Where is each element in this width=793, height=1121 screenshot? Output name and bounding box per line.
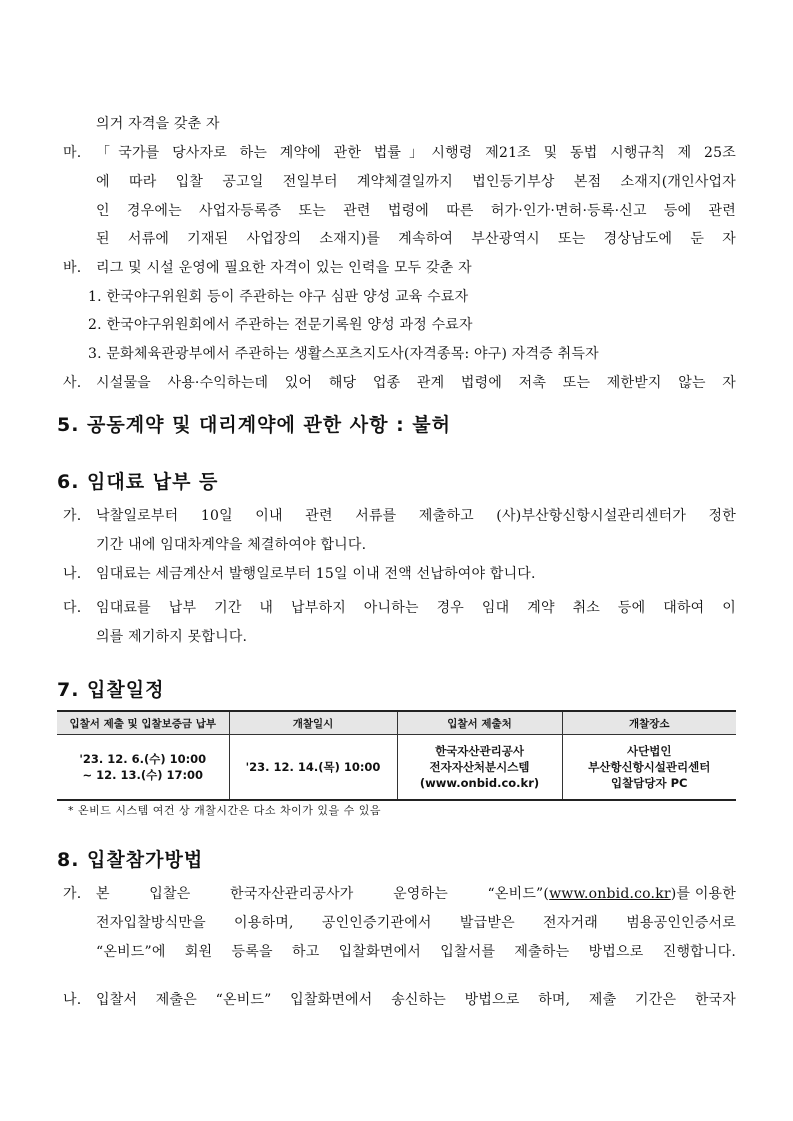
place-line: 부산항신항시설관리센터	[588, 760, 711, 774]
section-8-heading: 8. 입찰참가방법	[57, 849, 204, 871]
submit-to-cell	[397, 735, 562, 801]
item-ba-sub: 2. 한국야구위원회에서 주관하는 전문기록원 양성 과정 수료자	[88, 317, 473, 333]
submit-to-line: 한국자산관리공사	[435, 744, 524, 758]
item-ma-line: 에 따라 입찰 공고일 전일부터 계약체결일까지 법인등기부상 본점 소재지(개인사업자	[96, 174, 736, 190]
item-ma-line: 「국가를 당사자로 하는 계약에 관한 법률」시행령 제21조 및 동법 시행규칙 제 25조	[96, 145, 736, 161]
schedule-note: * 온비드 시스템 여건 상 개찰시간은 다소 차이가 있을 수 있음	[68, 804, 381, 817]
item-ma-line: 인 경우에는 사업자등록증 또는 관련 법령에 따른 허가·인가·면허·등록·신고 등에 관련	[96, 203, 736, 219]
item-line: 낙찰일로부터 10일 이내 관련 서류를 제출하고 (사)부산항신항시설관리센터가 정한	[96, 508, 736, 524]
column-header: 개찰일시	[229, 711, 397, 735]
item-ga-text-tail: )를 이용한	[670, 886, 736, 902]
section-6-heading: 6. 임대료 납부 등	[57, 471, 219, 493]
column-header: 입찰서 제출 및 입찰보증금 납부	[57, 711, 229, 735]
section-7-heading: 7. 입찰일정	[57, 679, 165, 701]
continuation-line: 의거 자격을 갖춘 자	[96, 116, 220, 132]
bid-schedule-table	[57, 710, 736, 801]
submission-end: ~ 12. 13.(수) 17:00	[82, 768, 204, 782]
submit-to-line: 전자자산처분시스템	[429, 760, 530, 774]
item-line: 임대료는 세금계산서 발행일로부터 15일 이내 전액 선납하여야 합니다.	[96, 566, 536, 582]
item-sa-marker: 사.	[63, 375, 82, 391]
column-header: 입찰서 제출처	[397, 711, 562, 735]
item-marker: 나.	[63, 566, 82, 582]
onbid-link[interactable]: www.onbid.co.kr	[549, 886, 671, 902]
item-sa-line: 시설물을 사용·수익하는데 있어 해당 업종 관계 법령에 저촉 또는 제한받지 않는 자	[96, 375, 736, 391]
item-ba-marker: 바.	[63, 260, 82, 276]
item-marker: 가.	[63, 508, 82, 524]
item-line: 임대료를 납부 기간 내 납부하지 아니하는 경우 임대 계약 취소 등에 대하여 이	[96, 600, 736, 616]
table-header-row	[57, 711, 736, 735]
submit-to-line: (www.onbid.co.kr)	[419, 776, 540, 790]
item-marker: 가.	[63, 886, 82, 902]
item-line: 의를 제기하지 못합니다.	[96, 629, 248, 645]
item-ba-sub: 3. 문화체육관광부에서 주관하는 생활스포츠지도사(자격종목: 야구) 자격증 취득자	[88, 346, 599, 362]
item-ga-text: 본 입찰은 한국자산관리공사가 운영하는 “온비드”(	[96, 886, 550, 902]
submission-period-cell	[57, 735, 229, 801]
item-ba-line: 리그 및 시설 운영에 필요한 자격이 있는 인력을 모두 갖춘 자	[96, 260, 472, 276]
opening-datetime: '23. 12. 14.(목) 10:00	[245, 760, 381, 774]
place-line: 입찰담당자 PC	[611, 776, 688, 790]
submission-start: '23. 12. 6.(수) 10:00	[79, 752, 207, 766]
item-ga-line2: 전자입찰방식만을 이용하며, 공인인증기관에서 발급받은 전자거래 범용공인인증서로	[96, 915, 736, 931]
section-5-heading: 5. 공동계약 및 대리계약에 관한 사항 : 불허	[57, 414, 452, 436]
item-ma-line: 된 서류에 기재된 사업장의 소재지)를 계속하여 부산광역시 또는 경상남도에 둔 자	[96, 231, 736, 247]
table-row	[57, 735, 736, 801]
column-header: 개찰장소	[562, 711, 736, 735]
place-line: 사단법인	[627, 744, 672, 758]
opening-datetime-cell	[229, 735, 397, 801]
item-ma-marker: 마.	[63, 145, 82, 161]
item-marker: 나.	[63, 992, 82, 1008]
item-ga-line3: “온비드”에 회원 등록을 하고 입찰화면에서 입찰서를 제출하는 방법으로 진행합니다.	[96, 944, 736, 960]
item-na-line: 입찰서 제출은 “온비드” 입찰화면에서 송신하는 방법으로 하며, 제출 기간은 한국자	[96, 992, 736, 1008]
item-line: 기간 내에 임대차계약을 체결하여야 합니다.	[96, 537, 367, 553]
opening-place-cell	[562, 735, 736, 801]
item-marker: 다.	[63, 600, 82, 616]
item-ga-line1	[96, 884, 736, 904]
item-ba-sub: 1. 한국야구위원회 등이 주관하는 야구 심판 양성 교육 수료자	[88, 289, 469, 305]
